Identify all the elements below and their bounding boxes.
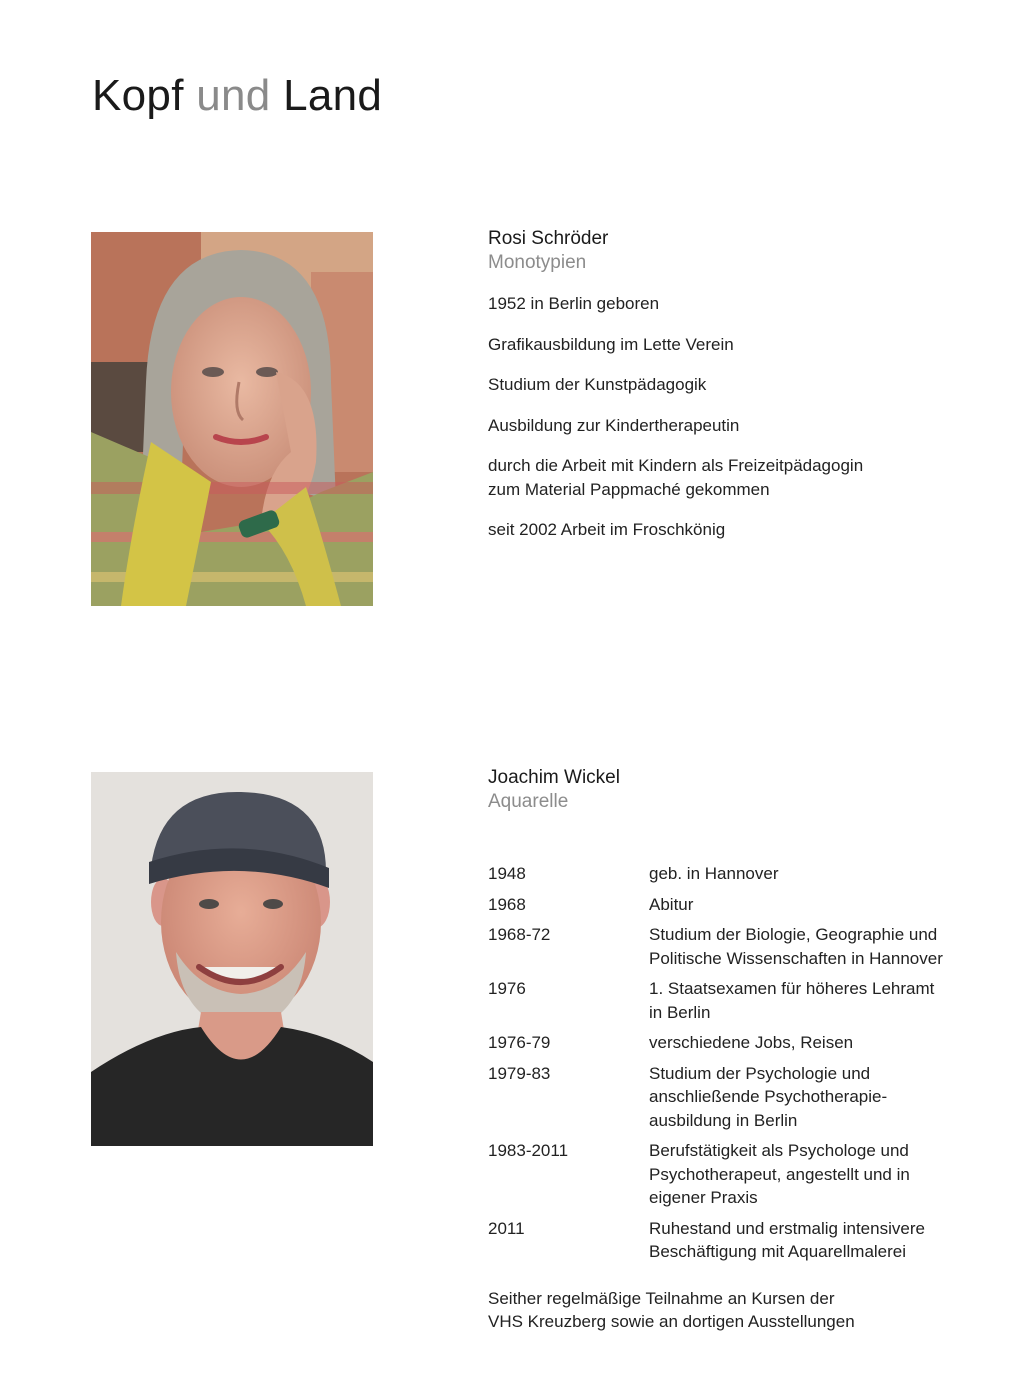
bio-fact (488, 518, 988, 542)
title-word-kopf: Kopf (92, 71, 184, 120)
cv-text (649, 893, 979, 917)
fact-line: seit 2002 Arbeit im Froschkönig (488, 520, 726, 539)
page-title (92, 70, 382, 123)
cv-line: Abitur (649, 894, 694, 914)
fact-line: durch die Arbeit mit Kindern als Freizeitpädagogin (488, 456, 864, 475)
bio-fact (488, 373, 988, 397)
cv-line: Studium der Psychologie und (649, 1063, 871, 1083)
bio-fact (488, 333, 988, 357)
cv-table (488, 862, 988, 1264)
portrait-joachim-image (91, 772, 373, 1146)
bio-fact (488, 454, 988, 501)
artist-medium: Aquarelle (488, 791, 569, 812)
cv-line: Berufstätigkeit als Psychologe und (649, 1141, 909, 1160)
cv-row (488, 977, 988, 1024)
cv-text (649, 1031, 979, 1055)
cv-year: 1983-2011 (488, 1141, 569, 1160)
bio-rosi-schroeder (488, 227, 988, 559)
cv-text (649, 1139, 979, 1210)
artist-name: Rosi Schröder (488, 228, 609, 249)
portrait-rosi-schroeder (91, 232, 373, 606)
cv-year: 2011 (488, 1218, 525, 1238)
cv-line: 1. Staatsexamen für höheres Lehramt (649, 979, 935, 998)
cv-row (488, 862, 988, 886)
bio-joachim-wickel (488, 766, 988, 1351)
cv-line: Ruhestand und erstmalig intensivere (649, 1218, 925, 1238)
portrait-rosi-image (91, 232, 373, 606)
title-word-und: und (196, 71, 271, 120)
fact-line: Studium der Kunstpädagogik (488, 375, 707, 394)
cv-text (649, 1062, 979, 1133)
closing-note (488, 1287, 988, 1334)
cv-year: 1976 (488, 979, 526, 998)
artist-medium: Monotypien (488, 252, 587, 273)
fact-line: Ausbildung zur Kindertherapeutin (488, 415, 740, 435)
closing-line: VHS Kreuzberg sowie an dortigen Ausstellungen (488, 1312, 855, 1331)
cv-row (488, 1031, 988, 1055)
cv-text (649, 977, 979, 1024)
cv-line: Psychotherapeut, angestellt und in (649, 1164, 910, 1184)
cv-year: 1976-79 (488, 1033, 551, 1052)
title-word-land: Land (283, 71, 383, 120)
portrait-joachim-wickel (91, 772, 373, 1146)
cv-year: 1968-72 (488, 925, 551, 944)
cv-text (649, 923, 979, 970)
bio-fact (488, 292, 988, 316)
cv-row (488, 923, 988, 970)
artist-name: Joachim Wickel (488, 767, 620, 788)
cv-line: in Berlin (649, 1002, 711, 1022)
cv-line: verschiedene Jobs, Reisen (649, 1033, 854, 1052)
cv-year: 1968 (488, 894, 526, 914)
cv-row (488, 1139, 988, 1210)
cv-row (488, 1217, 988, 1264)
closing-line: Seither regelmäßige Teilnahme an Kursen der (488, 1288, 835, 1308)
fact-line: Grafikausbildung im Lette Verein (488, 334, 734, 354)
cv-line: Politische Wissenschaften in Hannover (649, 948, 943, 968)
bio-facts (488, 292, 988, 542)
cv-line: eigener Praxis (649, 1188, 758, 1207)
cv-line: Beschäftigung mit Aquarellmalerei (649, 1242, 907, 1261)
fact-line: zum Material Pappmaché gekommen (488, 479, 770, 499)
cv-text (649, 1217, 979, 1264)
cv-row (488, 1062, 988, 1133)
cv-line: ausbildung in Berlin (649, 1110, 798, 1130)
cv-line: Studium der Biologie, Geographie und (649, 925, 938, 944)
cv-year: 1948 (488, 864, 526, 883)
cv-year: 1979-83 (488, 1063, 551, 1083)
cv-text (649, 862, 979, 886)
cv-line: geb. in Hannover (649, 864, 779, 883)
cv-row (488, 893, 988, 917)
bio-fact (488, 414, 988, 438)
cv-line: anschließende Psychotherapie- (649, 1087, 888, 1106)
fact-line: 1952 in Berlin geboren (488, 294, 660, 313)
